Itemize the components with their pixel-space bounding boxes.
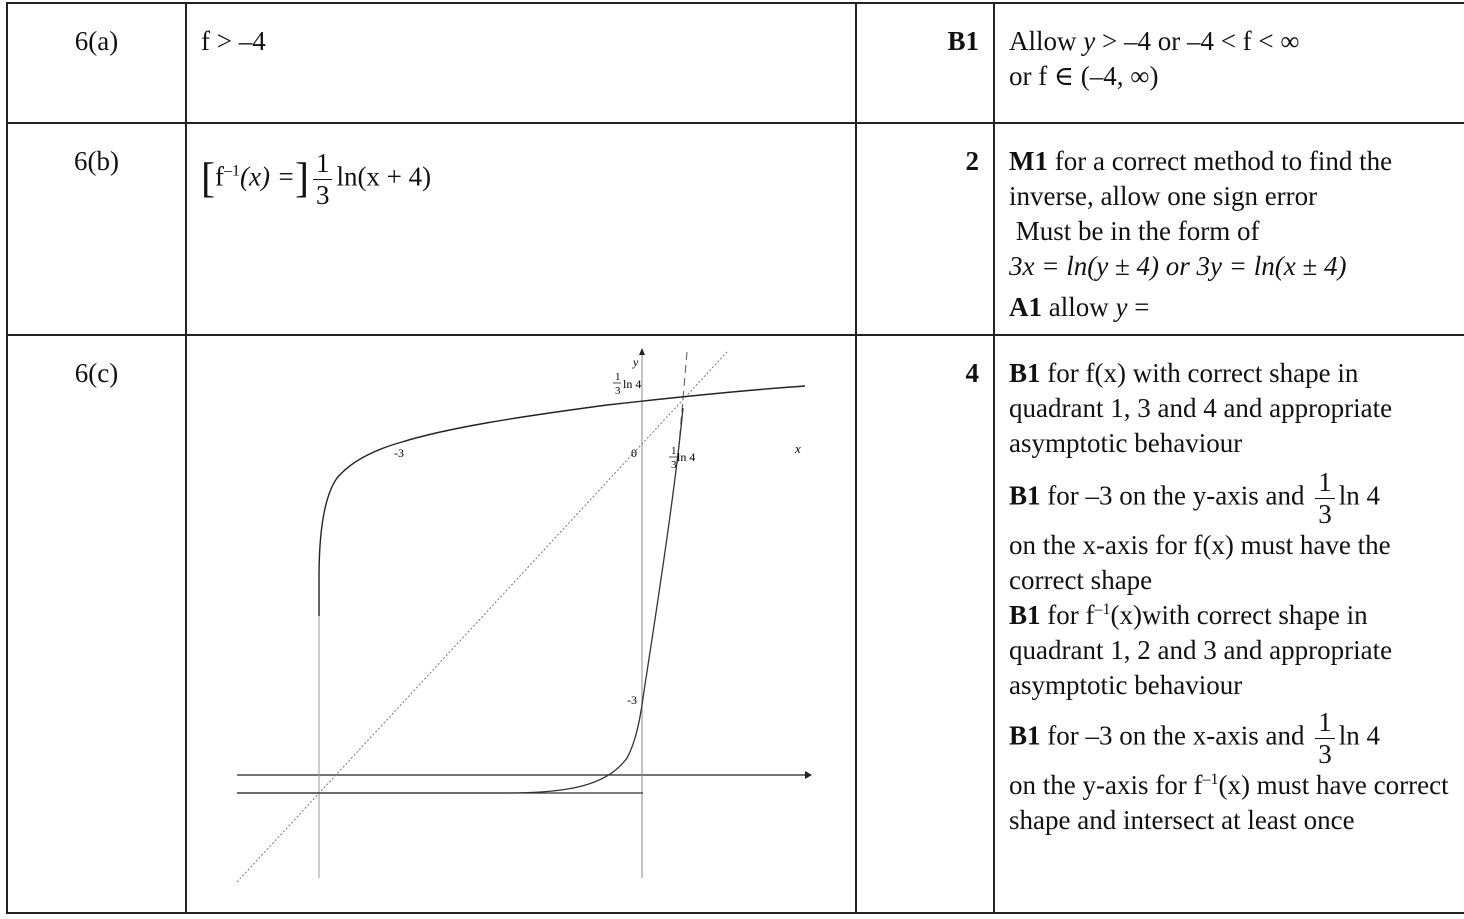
row-6b — [7, 123, 1464, 335]
formula-log: ln(x + 4) — [336, 161, 432, 192]
fraction-one-third — [1315, 709, 1335, 768]
fraction-denominator: 3 — [315, 180, 330, 210]
y-tick-ln4: ln 4 — [623, 377, 642, 391]
note-fragment: on the y-axis for f — [1009, 770, 1203, 800]
question-number: 6(b) — [74, 146, 119, 176]
question-number-cell — [7, 335, 186, 913]
note-fragment: > –4 or –4 < f < ∞ — [1095, 26, 1300, 56]
note-fragment: for a correct method to find the inverse, allow one sign error — [1009, 146, 1393, 211]
sketch-graph — [187, 336, 855, 912]
line-y-equals-x — [237, 352, 727, 882]
fraction-one-third — [313, 150, 333, 209]
y-tick-fraction-num: 1 — [615, 371, 621, 383]
note-fragment: ln 4 — [1338, 480, 1380, 511]
note-superscript: –1 — [1202, 771, 1219, 788]
x-tick-ln4: ln 4 — [677, 450, 696, 464]
marks-value: 4 — [965, 358, 979, 388]
note-fragment: allow — [1042, 292, 1116, 322]
note-variable: y — [1115, 292, 1128, 322]
question-number: 6(a) — [74, 26, 119, 56]
x-axis-arrow — [805, 771, 812, 779]
note-fragment: Must be in the form of — [1015, 216, 1260, 246]
fraction-one-third — [1315, 469, 1335, 528]
answer-cell — [186, 3, 856, 123]
x-tick-fraction-den: 3 — [671, 459, 677, 471]
fraction-numerator: 1 — [1315, 469, 1335, 499]
note-equation: 3x = ln(y ± 4) or 3y = ln(x ± 4) — [1009, 251, 1347, 281]
note-fragment: = — [1127, 292, 1150, 322]
x-axis-label: x — [795, 441, 801, 456]
marks-cell — [856, 3, 994, 123]
notes-text — [995, 356, 1464, 838]
fraction-numerator: 1 — [313, 150, 333, 180]
notes-cell — [994, 3, 1464, 123]
note-variable: y — [1083, 26, 1096, 56]
notes-cell — [994, 123, 1464, 335]
question-number-cell — [7, 123, 186, 335]
formula-superscript: –1 — [224, 162, 240, 180]
mark-scheme-table — [6, 2, 1464, 914]
note-fragment: Allow — [1009, 26, 1084, 56]
marks-cell — [856, 335, 994, 913]
formula-f: f — [215, 161, 224, 192]
note-fragment: on the x-axis for f(x) must have the correct shape — [1009, 530, 1391, 595]
note-fragment: (x)with correct shape in quadrant 1, 2 and 3 and appropriate asymptotic behaviour — [1009, 600, 1393, 700]
marks-value: 2 — [965, 146, 979, 176]
mark-code: B1 — [1009, 358, 1041, 388]
notes-text — [995, 24, 1464, 94]
note-fragment: for –3 on the y-axis and — [1040, 480, 1312, 511]
f-curve — [319, 386, 805, 616]
mark-code: B1 — [1009, 480, 1041, 511]
note-interval: or f ∈ (–4, ∞) — [1009, 61, 1159, 91]
row-6c — [7, 335, 1464, 913]
y-intercept-label: -3 — [627, 693, 637, 707]
answer-formula — [187, 144, 855, 209]
x-intercept-label: -3 — [394, 446, 404, 460]
x-tick-fraction-num: 1 — [671, 445, 677, 457]
answer-cell — [186, 123, 856, 335]
mark-code: B1 — [1009, 600, 1041, 630]
mark-code: A1 — [1009, 292, 1042, 322]
mark-code: M1 — [1009, 146, 1048, 176]
y-axis-label: y — [633, 355, 639, 369]
bracket-close: ] — [294, 156, 309, 202]
mark-code: B1 — [1009, 720, 1041, 751]
answer-text: f > –4 — [201, 26, 266, 56]
bracket-open: [ — [201, 156, 215, 202]
origin-label: 0 — [631, 446, 637, 460]
row-6a — [7, 3, 1464, 123]
question-number-cell — [7, 3, 186, 123]
fraction-denominator: 3 — [1318, 739, 1332, 769]
fraction-numerator: 1 — [1315, 709, 1335, 739]
y-axis-arrow — [639, 348, 645, 355]
fraction-denominator: 3 — [1318, 499, 1332, 529]
marks-cell — [856, 123, 994, 335]
note-fragment: for –3 on the x-axis and — [1040, 720, 1312, 751]
y-tick-fraction-den: 3 — [615, 385, 621, 397]
marks-value: B1 — [947, 26, 979, 56]
f-inverse-curve — [237, 408, 683, 793]
note-fragment: ln 4 — [1338, 720, 1380, 751]
note-superscript: –1 — [1094, 601, 1111, 618]
note-fragment: for f — [1040, 600, 1095, 630]
formula-argument: (x) = — [240, 161, 295, 192]
question-number: 6(c) — [74, 358, 119, 388]
notes-text — [995, 144, 1464, 325]
answer-cell — [186, 335, 856, 913]
notes-cell — [994, 335, 1464, 913]
note-fragment: (x) must have correct shape and intersect at least once — [1009, 770, 1449, 835]
note-fragment: for f(x) with correct shape in quadrant 1, 3 and 4 and appropriate asymptotic behaviour — [1009, 358, 1393, 458]
